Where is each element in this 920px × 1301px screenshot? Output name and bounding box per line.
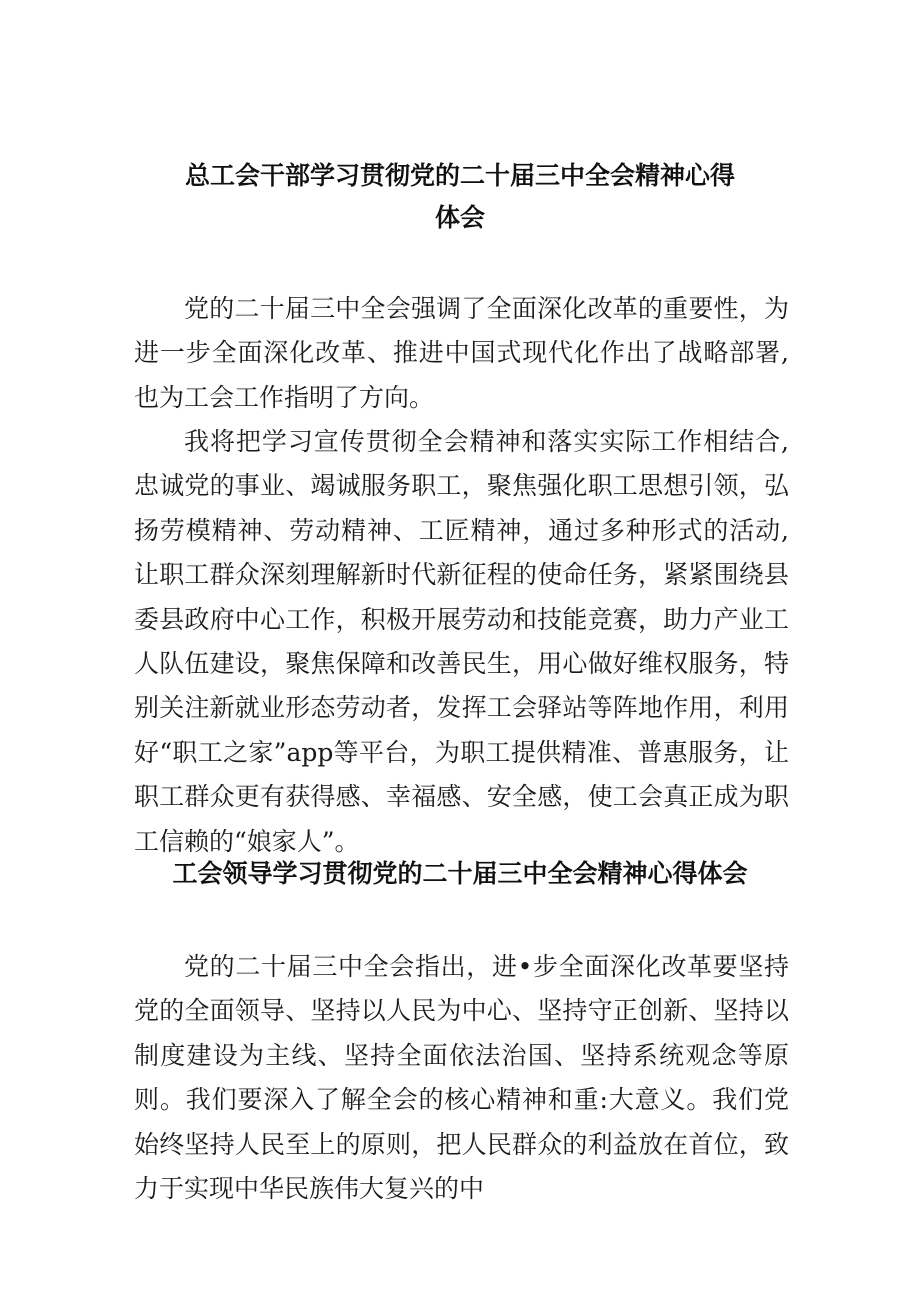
section-1-title: 总工会干部学习贯彻党的二十届三中全会精神心得体会 <box>184 161 735 232</box>
section-2-paragraph-1: 党的二十届三中全会指出，进•步全面深化改革要坚持党的全面领导、坚持以人民为中心、坚持守正创新、坚持以制度建设为主线、坚持全面依法治国、坚持系统观念等原则。我们要深入了解全会的核心精神和重:大意义。我们党始终坚持人民至上的原则，把人民群众的利益放在首位，致力于实现中华民族伟大复兴的中 <box>134 952 789 1204</box>
section-2-title: 工会领导学习贯彻党的二十届三中全会精神心得体会 <box>172 859 748 888</box>
section-1-paragraph-2: 我将把学习宣传贯彻全会精神和落实实际工作相结合,忠诚党的事业、竭诚服务职工，聚焦强化职工思想引领，弘扬劳模精神、劳动精神、工匠精神，通过多种形式的活动,让职工群众深刻理解新时代新征程的使命任务，紧紧围绕县委县政府中心工作，积极开展劳动和技能竞赛，助力产业工人队伍建设，聚焦保障和改善民生，用心做好维权服务，特别关注新就业形态劳动者，发挥工会驿站等阵地作用，利用好“职工之家”app等平台，为职工提供精准、普惠服务，让职工群众更有获得感、幸福感、安全感，使工会真正成为职工信赖的“娘家人”。 <box>134 427 789 856</box>
section-1-paragraph-1: 党的二十届三中全会强调了全面深化改革的重要性，为进一步全面深化改革、推进中国式现代化作出了战略部署,也为工会工作指明了方向。 <box>134 294 789 412</box>
